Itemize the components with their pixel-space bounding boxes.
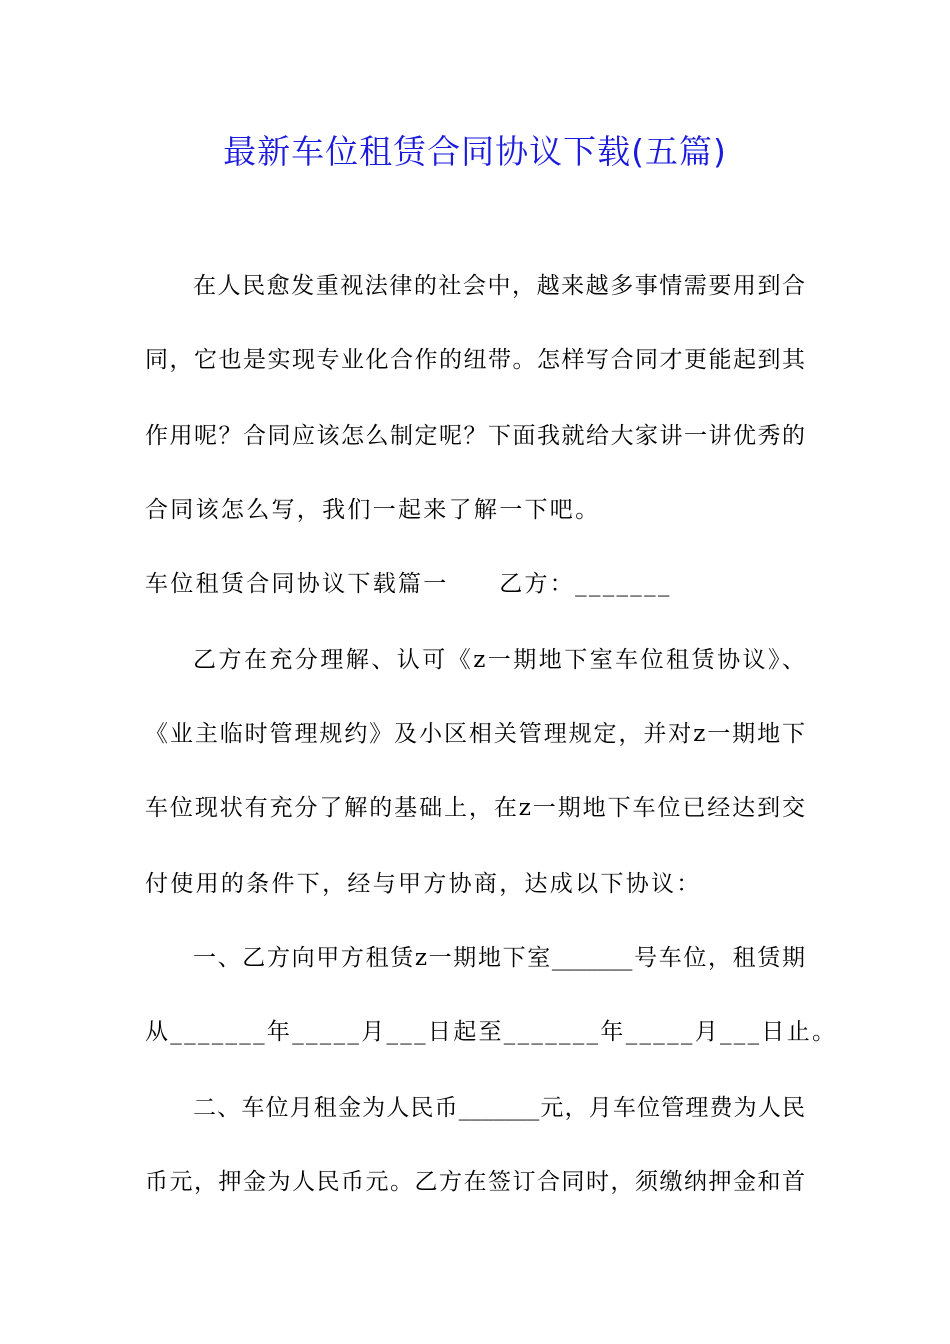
- paragraph-line: 币元，押金为人民币元。乙方在签订合同时，须缴纳押金和首: [145, 1169, 805, 1195]
- paragraph-line: 从_______年_____月___日起至_______年_____月___日止。: [145, 1019, 838, 1045]
- paragraph-line: 《业主临时管理规约》及小区相关管理规定，并对z一期地下: [145, 721, 805, 747]
- paragraph-line: 付使用的条件下，经与甲方协商，达成以下协议：: [145, 871, 702, 897]
- paragraph-line: 合同该怎么写，我们一起来了解一下吧。: [145, 497, 601, 523]
- paragraph-line: 车位现状有充分了解的基础上，在z一期地下车位已经达到交: [145, 795, 805, 821]
- paragraph-line: 同，它也是实现专业化合作的纽带。怎样写合同才更能起到其: [145, 347, 805, 373]
- document-title: 最新车位租赁合同协议下载(五篇): [223, 132, 727, 171]
- paragraph-line: 在人民愈发重视法律的社会中，越来越多事情需要用到合: [193, 273, 805, 299]
- paragraph-line: 一、乙方向甲方租赁z一期地下室_______号车位，租赁期: [193, 945, 805, 971]
- paragraph-line: 作用呢？合同应该怎么制定呢？下面我就给大家讲一讲优秀的: [145, 423, 805, 449]
- paragraph-line: 乙方在充分理解、认可《z一期地下室车位租赁协议》、: [193, 647, 805, 673]
- paragraph-line: 二、车位月租金为人民币_______元，月车位管理费为人民: [193, 1095, 805, 1121]
- section-heading: 车位租赁合同协议下载篇一 乙方：_______: [145, 571, 672, 597]
